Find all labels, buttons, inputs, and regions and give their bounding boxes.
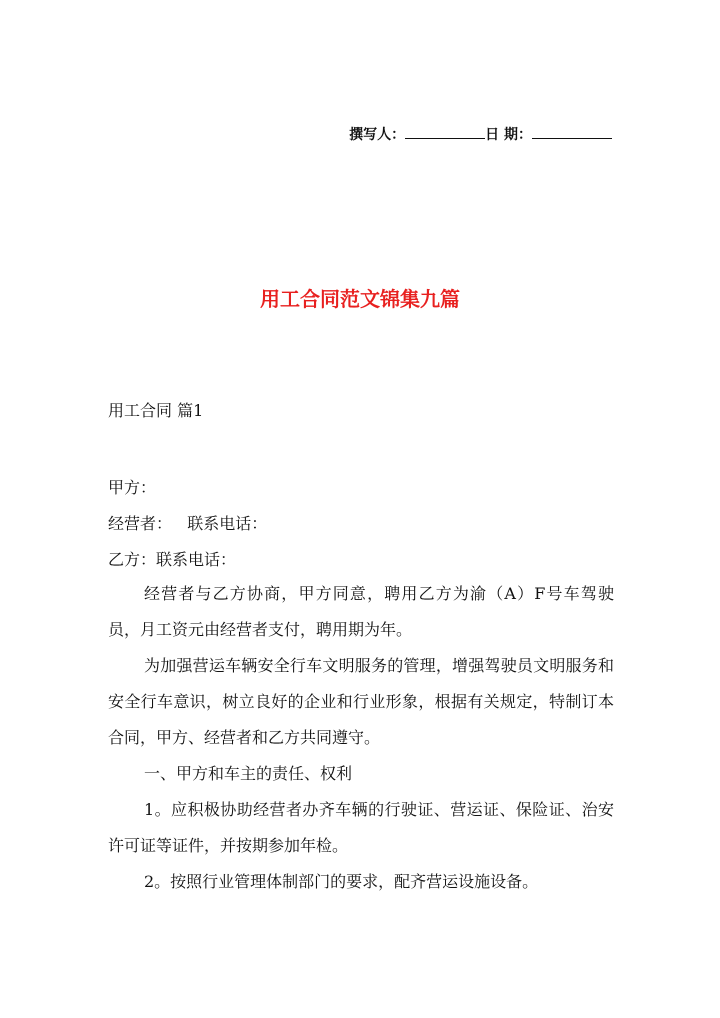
author-label: 撰写人： bbox=[349, 127, 406, 143]
paragraph-1: 经营者与乙方协商，甲方同意，聘用乙方为渝（A）F号车驾驶员，月工资元由经营者支付，聘用期为年。 bbox=[108, 584, 614, 639]
paragraph-3: 一、甲方和车主的责任、权利 bbox=[144, 764, 353, 783]
document-title: 用工合同范文锦集九篇 bbox=[260, 287, 460, 311]
paragraph-5: 2。按照行业管理体制部门的要求，配齐营运设施设备。 bbox=[144, 872, 539, 891]
author-blank-line bbox=[405, 126, 485, 139]
operator-line: 经营者： 联系电话： bbox=[108, 514, 268, 533]
paragraph-2: 为加强营运车辆安全行车文明服务的管理，增强驾驶员文明服务和安全行车意识，树立良好的企业和行业形象，根据有关规定，特制订本合同，甲方、经营者和乙方共同遵守。 bbox=[108, 656, 614, 747]
section-heading: 用工合同 篇1 bbox=[108, 401, 204, 420]
date-blank-line bbox=[532, 126, 612, 139]
party-b-line: 乙方：联系电话： bbox=[108, 550, 237, 569]
header-meta bbox=[349, 124, 612, 144]
date-label: 日 期： bbox=[485, 127, 532, 143]
party-a-line: 甲方： bbox=[108, 478, 157, 497]
paragraph-4: 1。应积极协助经营者办齐车辆的行驶证、营运证、保险证、治安许可证等证件，并按期参加年检。 bbox=[108, 800, 614, 855]
